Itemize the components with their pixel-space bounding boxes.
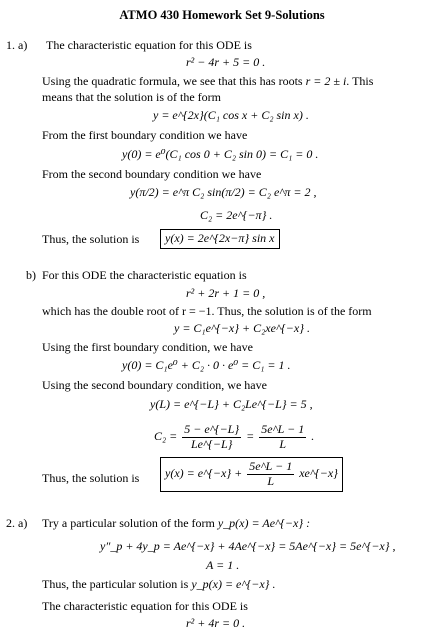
fraction-numerator: 5e^L − 1 (249, 459, 293, 473)
answer-1b-lhs: y(x) = e^{−x} + (165, 466, 243, 481)
eq-1b-bc2: y(L) = e^{−L} + C₂Le^{−L} = 5 , (150, 397, 313, 411)
fraction-1b-answer (247, 460, 294, 489)
eq-1b-c2-period: . (311, 429, 315, 444)
text-1a-bc1: From the first boundary condition we have (42, 128, 248, 142)
problem-1a-label: 1. a) (6, 38, 28, 52)
eq-1a-bc1: y(0) = e⁰(C₁ cos 0 + C₂ sin 0) = C₁ = 0 . (122, 147, 319, 161)
text-1a-quadratic (42, 75, 373, 89)
text-2a-intro: Try a particular solution of the form (42, 516, 215, 530)
eq-2a-substitution: y″_p + 4y_p = Ae^{−x} + 4Ae^{−x} = 5Ae^{−x} = 5e^{−x} , (100, 539, 396, 553)
fraction-1b-c2-second (259, 423, 306, 452)
eq-1b-form: y = C₁e^{−x} + C₂xe^{−x} . (174, 321, 311, 335)
text-1a-bc2: From the second boundary condition we have (42, 167, 262, 181)
text-2a-characteristic: The characteristic equation for this ODE is (42, 599, 248, 613)
fraction-denominator: L (279, 436, 287, 451)
eq-1a-roots: r = 2 ± i (305, 74, 347, 88)
eq-2a-A: A = 1 . (206, 558, 240, 572)
page-title: ATMO 430 Homework Set 9-Solutions (119, 8, 325, 22)
text-2a-thus (42, 578, 275, 592)
fraction-denominator: L (267, 473, 275, 488)
fraction-numerator: 5e^L − 1 (261, 422, 305, 436)
fraction-denominator: Le^{−L} (190, 436, 233, 451)
problem-1b-intro: For this ODE the characteristic equation is (42, 268, 247, 282)
problem-2a-intro (42, 517, 310, 531)
answer-box-1b (160, 457, 343, 492)
eq-1b-characteristic: r² + 2r + 1 = 0 , (186, 286, 266, 300)
text-1b-bc2: Using the second boundary condition, we have (42, 378, 267, 392)
eq-1a-c2: C₂ = 2e^{−π} . (200, 208, 273, 222)
eq-1a-form: y = e^{2x}(C₁ cos x + C₂ sin x) . (153, 108, 309, 122)
problem-1b-label: b) (26, 268, 36, 282)
fraction-1b-c2-first (182, 423, 241, 452)
eq-1b-c2-lhs: C₂ = (154, 429, 178, 444)
text-1b-thus: Thus, the solution is (42, 471, 140, 485)
eq-2a-characteristic: r² + 4r = 0 . (186, 616, 246, 630)
problem-2a-label: 2. a) (6, 516, 28, 530)
text-1b-bc1: Using the first boundary condition, we have (42, 340, 253, 354)
text-2a-thus-lead: Thus, the particular solution is (42, 577, 189, 591)
answer-1b-rhs: xe^{−x} (299, 466, 338, 481)
text-1a-means: means that the solution is of the form (42, 90, 221, 104)
text-1a-quadratic-lead: Using the quadratic formula, we see that this has roots (42, 74, 303, 88)
text-1a-quadratic-tail: . This (346, 74, 374, 88)
answer-box-1a: y(x) = 2e^{2x−π} sin x (160, 229, 280, 249)
eq-2a-particular: y_p(x) = e^{−x} . (191, 577, 276, 591)
problem-1a-intro: The characteristic equation for this ODE is (46, 38, 252, 52)
text-1a-thus: Thus, the solution is (42, 232, 140, 246)
eq-1a-characteristic: r² − 4r + 5 = 0 . (186, 55, 266, 69)
eq-1a-bc2: y(π/2) = e^π C₂ sin(π/2) = C₂ e^π = 2 , (130, 185, 317, 199)
fraction-numerator: 5 − e^{−L} (184, 422, 240, 436)
eq-1b-bc1: y(0) = C₁e⁰ + C₂ · 0 · e⁰ = C₁ = 1 . (122, 358, 291, 372)
eq-1b-c2-equals: = (246, 429, 255, 444)
eq-2a-form: y_p(x) = Ae^{−x} : (217, 516, 311, 530)
eq-1b-c2 (154, 423, 314, 452)
text-1b-double-root: which has the double root of r = −1. Thus, the solution is of the form (42, 304, 372, 318)
